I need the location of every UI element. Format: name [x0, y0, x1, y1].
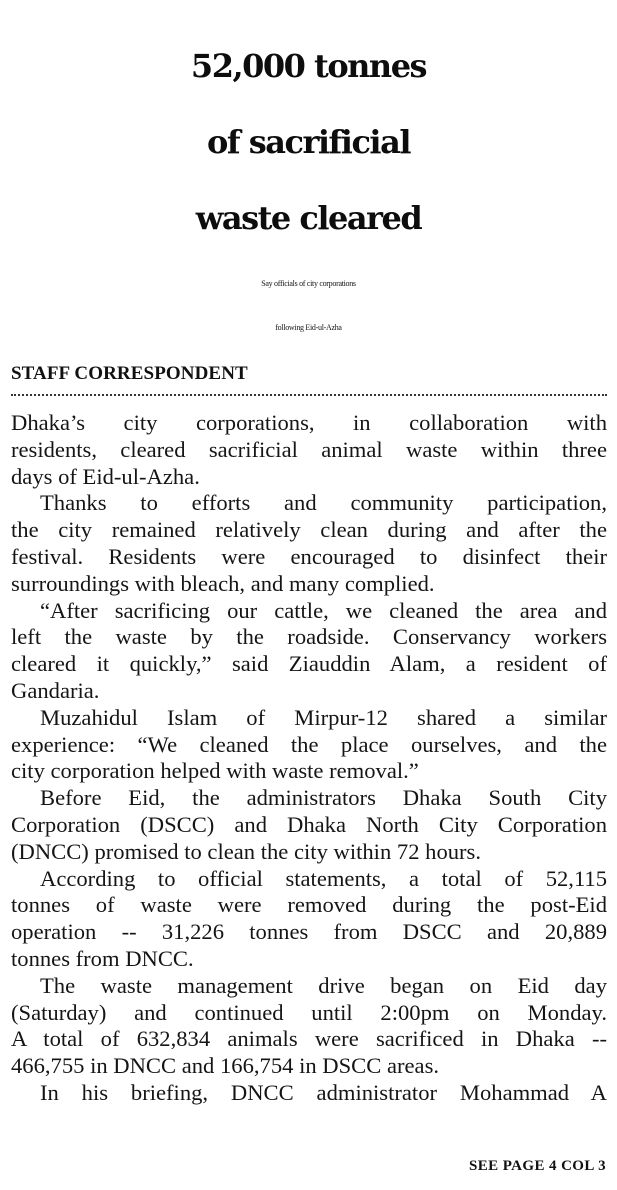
- text-line: (DNCC) promised to clean the city within 72 hours.: [11, 838, 482, 864]
- subheadline-line: following Eid-ul-Azha: [275, 323, 342, 332]
- headline-line: 52,000 tonnes: [190, 47, 427, 85]
- headline-line: waste cleared: [195, 199, 422, 237]
- subheadline: [0, 262, 617, 350]
- text-line: festival. Residents were encouraged to disinfect their: [11, 543, 607, 569]
- byline: STAFF CORRESPONDENT: [11, 363, 248, 384]
- paragraph: [11, 410, 607, 490]
- text-line: The waste management drive began on Eid day: [40, 972, 607, 998]
- paragraph: [11, 490, 607, 597]
- text-line: Thanks to efforts and community participation,: [40, 490, 607, 516]
- paragraph: [11, 866, 607, 973]
- text-line: Before Eid, the administrators Dhaka South City: [40, 785, 607, 811]
- headline-line: of sacrificial: [207, 123, 410, 161]
- text-line: tonnes of waste were removed during the post-Eid: [11, 892, 607, 918]
- text-line: left the waste by the roadside. Conservancy workers: [11, 624, 607, 650]
- paragraph: [11, 785, 607, 865]
- paragraph: [11, 598, 607, 705]
- text-line: According to official statements, a total of 52,115: [40, 865, 607, 891]
- paragraph: [11, 705, 607, 785]
- subheadline-line: Say officials of city corporations: [261, 279, 356, 288]
- text-line: (Saturday) and continued until 2:00pm on Monday.: [11, 999, 607, 1025]
- text-line: tonnes from DNCC.: [11, 945, 194, 971]
- text-line: days of Eid-ul-Azha.: [11, 463, 200, 489]
- text-line: surroundings with bleach, and many complied.: [11, 570, 435, 596]
- text-line: Corporation (DSCC) and Dhaka North City Corporation: [11, 811, 607, 837]
- text-line: residents, cleared sacrificial animal waste within three: [11, 436, 607, 462]
- paragraph: [11, 1080, 607, 1107]
- text-line: In his briefing, DNCC administrator Mohammad A: [40, 1079, 607, 1105]
- text-line: the city remained relatively clean during and after the: [11, 517, 607, 543]
- text-line: 466,755 in DNCC and 166,754 in DSCC areas.: [11, 1053, 440, 1079]
- text-line: operation -- 31,226 tonnes from DSCC and 20,889: [11, 919, 607, 945]
- article-body: [11, 410, 607, 1107]
- text-line: Dhaka’s city corporations, in collaboration with: [11, 410, 607, 435]
- text-line: cleared it quickly,” said Ziauddin Alam, a resident of: [11, 651, 607, 677]
- text-line: Muzahidul Islam of Mirpur-12 shared a similar: [40, 704, 607, 730]
- paragraph: [11, 973, 607, 1080]
- headline: [0, 28, 617, 256]
- dotted-divider: [11, 394, 607, 396]
- text-line: experience: “We cleaned the place ourselves, and the: [11, 731, 607, 757]
- continuation-jump-line: SEE PAGE 4 COL 3: [469, 1158, 606, 1174]
- text-line: Gandaria.: [11, 677, 100, 703]
- text-line: A total of 632,834 animals were sacrificed in Dhaka --: [11, 1026, 607, 1052]
- text-line: city corporation helped with waste removal.”: [11, 758, 419, 784]
- text-line: “After sacrificing our cattle, we cleaned the area and: [40, 597, 607, 623]
